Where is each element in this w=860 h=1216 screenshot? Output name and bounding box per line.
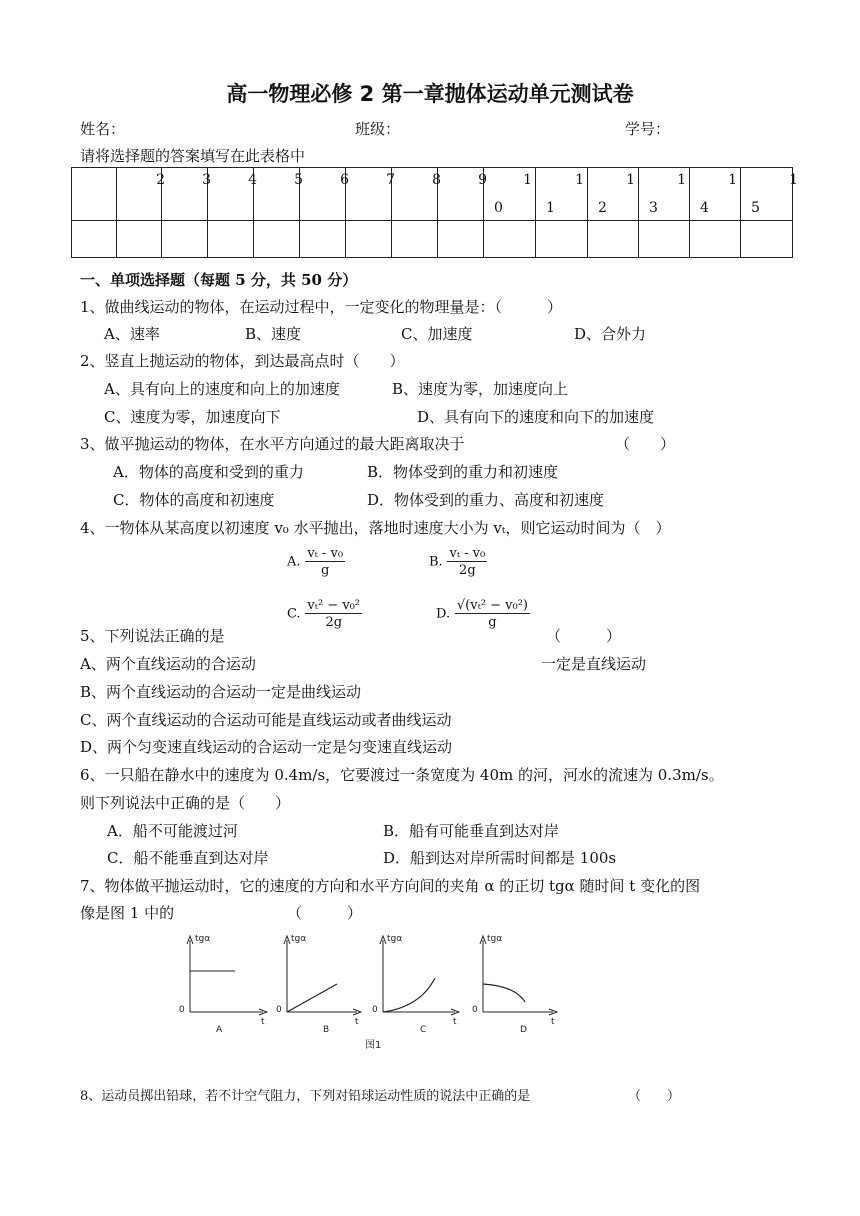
answer-cell[interactable] [639,221,690,258]
x-axis-label: t [355,1017,359,1027]
question-5-stem: 5、下列说法正确的是 [80,627,225,645]
q1-option-d: D、合外力 [574,325,647,343]
page-title: 高一物理必修 2 第一章抛体运动单元测试卷 [226,82,634,106]
question-8-stem: 8、运动员掷出铅球，若不计空气阻力，下列对铅球运动性质的说法中正确的是 [80,1089,531,1104]
answer-cell[interactable] [254,221,300,258]
origin-label: 0 [372,1005,378,1015]
answer-table-cell [208,168,257,221]
q4-option-d [436,598,530,630]
answer-table-cell [72,168,117,221]
fraction [305,546,345,578]
panel-label: D [520,1025,527,1035]
student-id-label: 学号： [625,120,671,138]
q3-option-a: A．物体的高度和受到的重力 [113,463,304,481]
fraction [447,546,487,578]
numerator: vₜ - v₀ [449,546,486,561]
q3-option-d: D．物体受到的重力、高度和初速度 [367,491,605,509]
answer-cell[interactable] [690,221,741,258]
answer-table-cell [392,168,441,221]
answer-cell[interactable] [346,221,392,258]
x-axis-label: t [261,1017,265,1027]
question-7-stem: 7、物体做平抛运动时，它的速度的方向和水平方向间的夹角 α 的正切 tgα 随时间 t 变化的图 [80,877,701,895]
option-label: C. [287,606,301,622]
answer-table-cell: 1 1 [536,168,588,221]
y-axis-label: tgα [291,934,307,944]
q2-option-c: C、速度为零，加速度向下 [104,408,281,426]
answer-cell[interactable] [72,221,117,258]
answer-table-cell: 1 3 [639,168,690,221]
q5-option-a-continued: 一定是直线运动 [541,655,647,673]
question-3-stem: 3、做平抛运动的物体，在水平方向通过的最大距离取决于 [80,435,465,453]
answer-table-cell [300,168,349,221]
answer-table-cell [254,168,303,221]
answer-cell[interactable] [162,221,208,258]
q5-option-d: D、两个匀变速直线运动的合运动一定是匀变速直线运动 [80,738,453,756]
answer-cell[interactable] [300,221,346,258]
q2-option-a: A、具有向上的速度和向上的加速度 [104,380,340,398]
answer-table-cell: 1 5 [741,168,793,221]
section-heading: 一、单项选择题（每题 5 分，共 50 分） [80,271,358,289]
figure-caption: 图1 [365,1040,382,1051]
x-axis-label: t [453,1017,457,1027]
denominator: 2g [459,563,476,578]
question-number: 5 [294,172,303,188]
origin-label: 0 [472,1005,478,1015]
answer-table [71,167,798,258]
option-label: D. [436,606,451,622]
question-number: 0 [494,200,503,216]
question-number: 6 [340,172,349,188]
answer-table-cell [117,168,165,221]
q5-option-c: C、两个直线运动的合运动可能是直线运动或者曲线运动 [80,711,452,729]
answer-table-cell: 1 2 [588,168,639,221]
question-number: 4 [248,172,257,188]
q7-answer-paren: （ ） [287,904,363,922]
q1-option-b: B、速度 [245,325,302,343]
panel-label: A [216,1025,223,1035]
x-axis-label: t [551,1017,555,1027]
question-number: 9 [478,172,487,188]
question-6-stem: 6、一只船在静水中的速度为 0.4m/s，它要渡过一条宽度为 40m 的河，河水的流速为 0.3m/s。 [80,766,724,784]
panel-label: C [420,1025,427,1035]
q2-option-b: B、速度为零，加速度向上 [392,380,569,398]
table-note: 请将选择题的答案填写在此表格中 [80,147,306,165]
question-6-stem-continued: 则下列说法中正确的是（ ） [80,794,291,812]
answer-table-answer-row [72,221,793,258]
question-number: 3 [202,172,211,188]
numerator: √(vₜ² − v₀²) [456,598,528,613]
graph-panel-c [372,934,459,1035]
answer-cell[interactable] [741,221,793,258]
q6-option-b: B．船有可能垂直到达对岸 [383,822,560,840]
name-label: 姓名： [80,120,126,138]
answer-cell[interactable] [588,221,639,258]
answer-cell[interactable] [392,221,438,258]
answer-cell[interactable] [438,221,484,258]
numerator: vₜ - v₀ [307,546,344,561]
question-1-stem: 1、做曲线运动的物体，在运动过程中，一定变化的物理量是：（ ） [80,298,563,316]
q2-option-d: D、具有向下的速度和向下的加速度 [417,408,655,426]
denominator: 2g [325,615,343,630]
q6-option-c: C．船不能垂直到达对岸 [107,849,269,867]
question-number: 2 [156,172,165,188]
q8-answer-paren: （ ） [628,1089,681,1104]
y-axis-label: tgα [195,934,211,944]
answer-table-header-row [72,168,793,221]
q5-option-b: B、两个直线运动的合运动一定是曲线运动 [80,683,362,701]
q4-option-a [287,546,345,578]
origin-label: 0 [276,1005,282,1015]
q5-answer-paren: （ ） [546,627,622,645]
q6-option-d: D．船到达对岸所需时间都是 100s [383,849,617,867]
answer-cell[interactable] [117,221,162,258]
option-label: A. [287,554,301,570]
figure-1 [175,932,575,1052]
answer-cell[interactable] [536,221,588,258]
origin-label: 0 [179,1005,185,1015]
question-number: 8 [432,172,441,188]
answer-table-cell [162,168,211,221]
graph-panel-a [179,934,267,1035]
fraction [305,598,362,630]
question-7-stem-continued: 像是图 1 中的 [80,904,175,922]
answer-table-cell [346,168,395,221]
q4-option-b [429,546,487,578]
q6-option-a: A．船不可能渡过河 [107,822,238,840]
answer-table-cell [438,168,487,221]
answer-cell[interactable] [208,221,254,258]
q4-option-c [287,598,362,630]
answer-cell[interactable] [484,221,536,258]
denominator: g [488,615,497,630]
q3-option-b: B．物体受到的重力和初速度 [367,463,559,481]
answer-table-cell: 1 4 [690,168,741,221]
denominator: g [321,563,330,578]
q1-option-c: C、加速度 [401,325,473,343]
q1-option-a: A、速率 [104,325,160,343]
graph-panel-d [472,934,557,1035]
question-2-stem: 2、竖直上抛运动的物体，到达最高点时（ ） [80,352,405,370]
q5-option-a: A、两个直线运动的合运动 [80,655,256,673]
answer-table-cell: 1 0 [484,168,536,221]
class-label: 班级： [355,120,401,138]
numerator: vₜ² − v₀² [307,598,361,613]
question-4-stem: 4、一物体从某高度以初速度 v₀ 水平抛出，落地时速度大小为 vₜ，则它运动时间为（ ） [80,519,671,537]
q3-answer-paren: （ ） [615,435,676,453]
y-axis-label: tgα [387,934,403,944]
question-number: 7 [386,172,395,188]
q3-option-c: C．物体的高度和初速度 [113,491,275,509]
fraction [455,598,530,630]
panel-label: B [323,1025,330,1035]
option-label: B. [429,554,443,570]
y-axis-label: tgα [487,934,503,944]
graph-panel-b [276,934,361,1035]
